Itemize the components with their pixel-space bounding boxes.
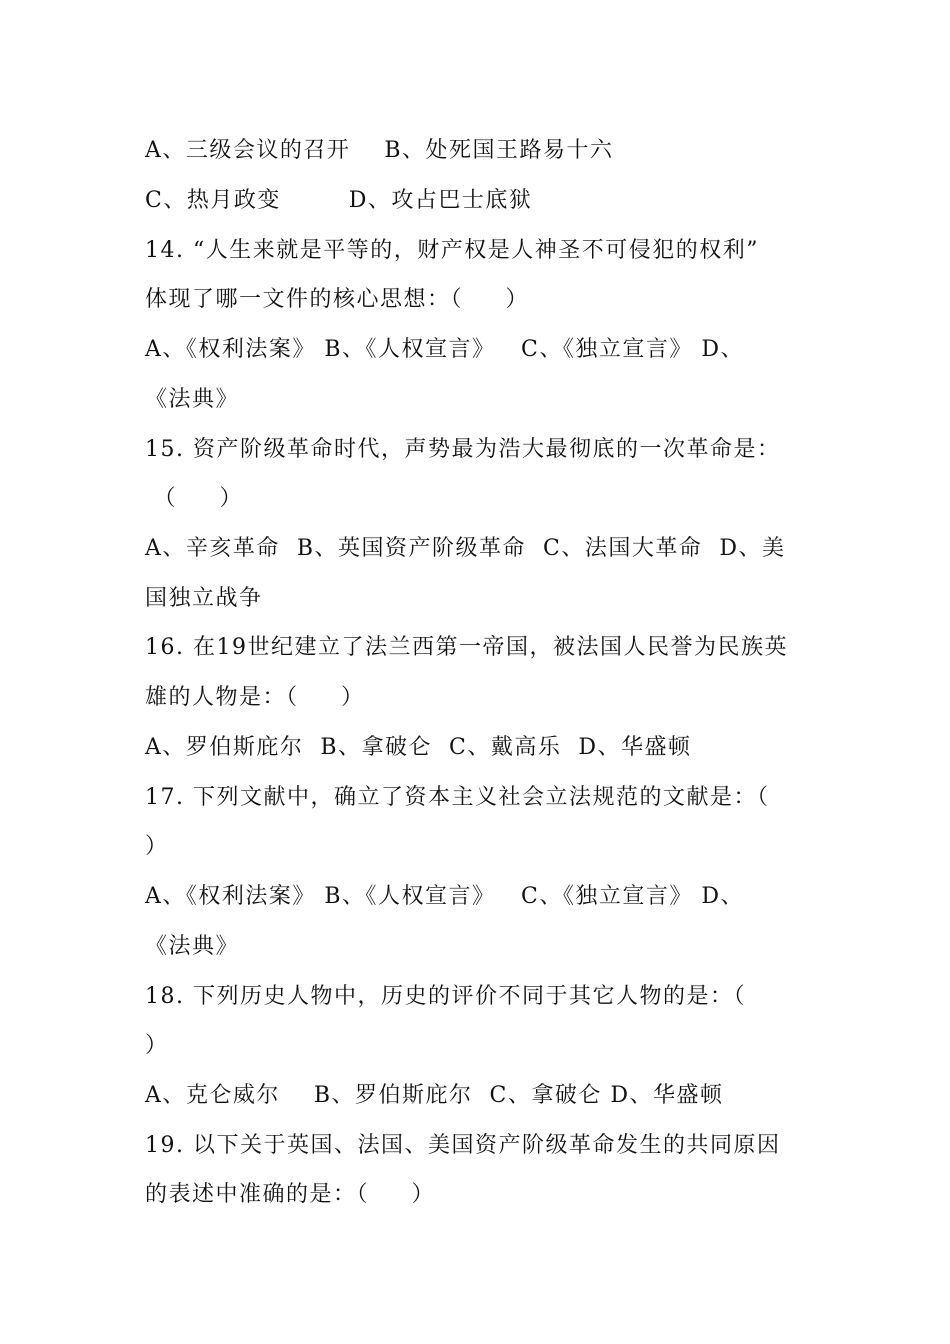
q19-question-line-1: 19. 以下关于英国、法国、美国资产阶级革命发生的共同原因	[145, 1133, 781, 1158]
q17-question-line-2: ）	[145, 834, 169, 859]
q16-question-line-1: 16. 在19世纪建立了法兰西第一帝国，被法国人民誉为民族英	[145, 635, 788, 660]
q13-options-line-1: A、三级会议的召开 B、处死国王路易十六	[145, 138, 614, 163]
q16-question-line-2: 雄的人物是：（ ）	[145, 685, 365, 710]
q15-options-line-1: A、辛亥革命 B、英国资产阶级革命 C、法国大革命 D、美	[145, 536, 786, 561]
q14-options-line-2: 《法典》	[145, 387, 240, 412]
q16-options-line: A、罗伯斯庇尔 B、拿破仑 C、戴高乐 D、华盛顿	[145, 735, 692, 760]
q15-options-line-2: 国独立战争	[145, 586, 263, 611]
q19-question-line-2: 的表述中准确的是：（ ）	[145, 1182, 435, 1207]
q14-options-line-1: A、《权利法案》 B、《人权宣言》 C、《独立宣言》 D、	[145, 337, 744, 362]
q18-question-line-2: ）	[145, 1033, 169, 1058]
q17-options-line-1: A、《权利法案》 B、《人权宣言》 C、《独立宣言》 D、	[145, 884, 744, 909]
q14-question-line-1: 14. “人生来就是平等的，财产权是人神圣不可侵犯的权利”	[145, 238, 759, 263]
q15-question-line-1: 15. 资产阶级革命时代，声势最为浩大最彻底的一次革命是：	[145, 437, 781, 462]
q18-options-line: A、克仑威尔 B、罗伯斯庇尔 C、拿破仑 D、华盛顿	[145, 1083, 724, 1108]
q17-options-line-2: 《法典》	[145, 934, 240, 959]
q13-options-line-2: C、热月政变 D、攻占巴士底狱	[145, 188, 533, 213]
q17-question-line-1: 17. 下列文献中，确立了资本主义社会立法规范的文献是：（	[145, 785, 770, 810]
q18-question-line-1: 18. 下列历史人物中，历史的评价不同于其它人物的是：（	[145, 984, 746, 1009]
q14-question-line-2: 体现了哪一文件的核心思想：（ ）	[145, 287, 529, 312]
q15-question-line-2: （ ）	[145, 486, 243, 511]
